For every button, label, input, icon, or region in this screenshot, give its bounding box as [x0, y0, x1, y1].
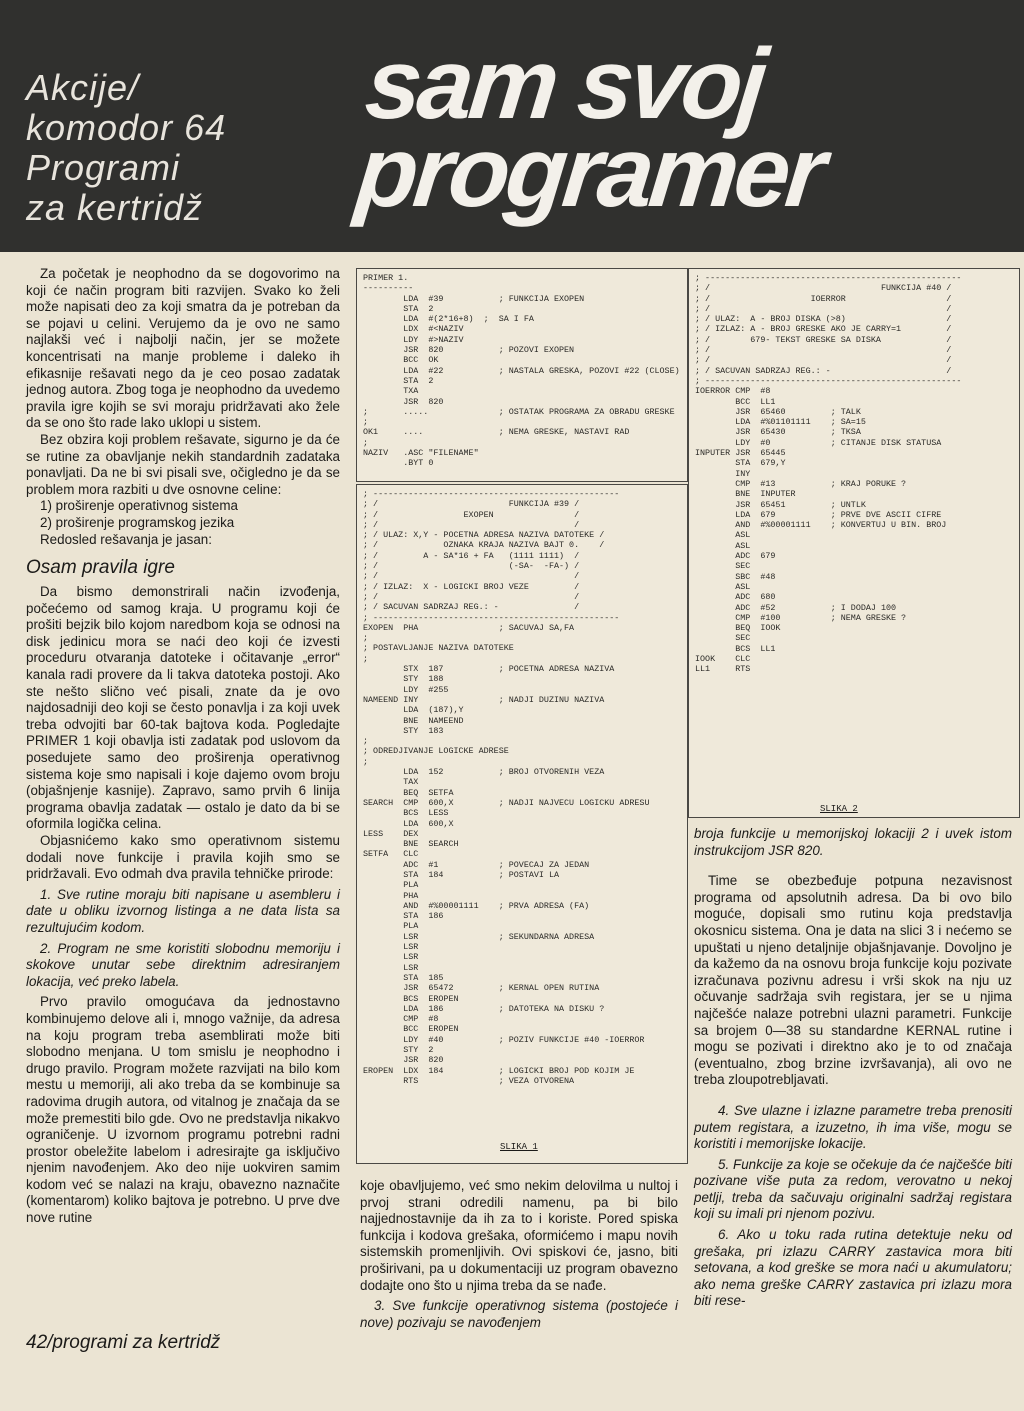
paragraph: Prvo pravilo omogućava da jednostavno kombinujemo delove ali i, mnogo važnije, da adresa na koju program treba asemblirati može biti slobodno menjana. U tom smislu je neophodno i drugo pravilo. Program možete razvijati na bilo kom mestu u memoriji, ali ako treba da se kombinuje sa radovima drugih autora, od vitalnog je značaja da se može premestiti bilo gde. Ovo ne predstavlja nikakvo ograničenje. U izvornom programu potrebni radni prostor obeležite labelom i adresirajte ga isključivo njenim navođenjem. Ako deo nije uokviren samim kodom već se nalazi na kraju, obavezno naznačite (komentarom) koliko bajtova je potrebno. U prve dve nove rutine: [26, 994, 340, 1226]
figure-caption: SLIKA 1: [500, 1142, 538, 1152]
paragraph: Da bismo demonstrirali način izvođenja, počećemo od samog kraja. U programu koji će prošiti bejzik bilo kojom naredbom koja se odnosi na disk jedinicu mora se naći deo koji će izvesti proceduru otvaranja datoteke i očitavanje „error“ kanala radi provere da li takva datoteka postoji. Ako ste nešto slično već pisali, znate da je ovo najdosadniji deo koji se često ponavlja i za koji uvek treba odvojiti bar 60-tak bajtova koda. Pogledajte PRIMER 1 koji obavlja isti zadatak pod uslovom da posedujete samo deo proširenja operativnog sistema koje smo napisali i koje dajemo ovom broju (objašnjenje kasnije). Zapravo, samo prvih 6 linija programa obavlja zadatak — ostalo je dato da bi se oformila logička celina.: [26, 584, 340, 832]
paragraph: koje obavljujemo, već smo nekim delovilma u nultoj i prvoj strani odredili namenu, pa bi bilo najjednostavnije da ih za to i koriste. Pored spiska funkcija i kodova grešaka, oformićemo i mapu novih sistemskih promenljivih. Ovi spiskovi će, jasno, biti proširivani, pa u dokumentaciji uz program obavezno dodajte ono što u njima treba da se nađe.: [360, 1178, 678, 1293]
section-label-line: za kertridž: [26, 187, 204, 228]
paragraph-continuation: broja funkcije u memorijskoj lokaciji 2 i uvek istom instrukcijom JSR 820.: [694, 826, 1012, 858]
header-band: [0, 0, 1024, 252]
subheading: Osam pravila igre: [26, 557, 175, 579]
figure-caption: SLIKA 2: [820, 804, 858, 814]
code-text: ; --------------------------------------------------- ; / FUNKCIJA #40 / ; / IOERROR / ; / / ; / ULAZ: A - BROJ DISKA (>8) / ; / IZLAZ: A - BROJ GRESKE AKO JE CARRY=1 / ; / 679- TEKST GRESKE SA DISKA / ; / / ; / / ; / SACUVAN SADRZAJ REG.: - / ; --------------------------------------------------- IOERROR CMP #8 BCC LL1 JSR 65460 ; TALK LDA #%01101111 ; SA=15 JSR 65430 ; TKSA LDY #0 ; CITANJE DISK STATUSA INPUTER JSR 65445 STA 679,Y INY CMP #13 ; KRAJ PORUKE ? BNE INPUTER JSR 65451 ; UNTLK LDA 679 ; PRVE DVE ASCII CIFRE AND #%00001111 ; KONVERTUJ U BIN. BROJ ASL ASL ADC 679 SEC SBC #48 ASL ADC 680 ADC #52 ; I DODAJ 100 CMP #100 ; NEMA GRESKE ? BEQ IOOK SEC BCS LL1 IOOK CLC LL1 RTS: [695, 273, 962, 675]
rule-paragraph: 2. Program ne sme koristiti slobodnu memoriju i skokove unutar sebe direktnim adresiranjem lokacija, već preko labela.: [26, 940, 340, 989]
code-text: ; ------------------------------------------------- ; / FUNKCIJA #39 / ; / EXOPEN / ; / / ; / ULAZ: X,Y - POCETNA ADRESA NAZIVA DATOTEKE / ; / OZNAKA KRAJA NAZIVA BAJT 0. / ; / A - SA*16 + FA (1111 1111) / ; / (-SA- -FA-) / ; / / ; / IZLAZ: X - LOGICKI BROJ VEZE / ; / / ; / SACUVAN SADRZAJ REG.: - / ; ------------------------------------------------- EXOPEN PHA ; SACUVAJ SA,FA ; ; POSTAVLJANJE NAZIVA DATOTEKE ; STX 187 ; POCETNA ADRESA NAZIVA STY 188 LDY #255 NAMEEND INY ; NADJI DUZINU NAZIVA LDA (187),Y BNE NAMEEND STY 183 ; ; ODREDJIVANJE LOGICKE ADRESE ; LDA 152 ; BROJ OTVORENIH VEZA TAX BEQ SETFA SEARCH CMP 600,X ; NADJI NAJVECU LOGICKU ADRESU BCS LESS LDA 600,X LESS DEX BNE SEARCH SETFA CLC ADC #1 ; POVECAJ ZA JEDAN STA 184 ; POSTAVI LA PLA PHA AND #%00001111 ; PRVA ADRESA (FA) STA 186 PLA LSR ; SEKUNDARNA ADRESA LSR LSR LSR STA 185 JSR 65472 ; KERNAL OPEN RUTINA BCS EROPEN LDA 186 ; DATOTEKA NA DISKU ? CMP #8 BCC EROPEN LDY #40 ; POZIV FUNKCIJE #40 -IOERROR STY 2 JSR 820 EROPEN LDX 184 ; LOGICKI BROJ POD KOJIM JE RTS ; VEZA OTVORENA: [363, 489, 650, 1086]
paragraph: Bez obzira koji problem rešavate, sigurno je da će se rutine za obavljanje nekih standardnih zadataka ponavljati. Da ne bi svi pisali sve, očigledno je da se problem mora razbiti u dve osnovne celine:: [26, 431, 340, 497]
list-item: 1) proširenje operativnog sistema: [40, 498, 238, 514]
article-title-line: sam svoj: [360, 28, 769, 140]
code-text: PRIMER 1. ---------- LDA #39 ; FUNKCIJA EXOPEN STA 2 LDA #(2*16+8) ; SA I FA LDX #<NAZIV LDY #>NAZIV JSR 820 ; POZOVI EXOPEN BCC OK LDA #22 ; NASTALA GRESKA, POZOVI #22 (CLOSE) STA 2 TXA JSR 820 ; ..... ; OSTATAK PROGRAMA ZA OBRADU GRESKE ; OK1 .... ; NEMA GRESKE, NASTAVI RAD ; NAZIV .ASC "FILENAME" .BYT 0: [363, 273, 680, 469]
rule-paragraph: 1. Sve rutine moraju biti napisane u asembleru i date u obliku izvornog listinga a ne data lista sa rezultujućim kodom.: [26, 886, 340, 935]
section-label-line: Programi: [26, 147, 181, 188]
rule-paragraph: 3. Sve funkcije operativnog sistema (postojeće i nove) pozivaju se navođenjem: [360, 1298, 678, 1330]
paragraph: Time se obezbeđuje potpuna nezavisnost programa od apsolutnih adresa. Da bi ovo bilo moguće, dopisali smo rutinu koja predstavlja okosnicu sistema. Ona je data na slici 3 i nećemo se upuštati u njeno detaljnije objašnjavanje. Dovoljno je da kažemo da na osnovu broja funkcije koju pozivate izračunava pozivnu adresu i vrši skok na nju uz očuvanje sadržaja svih registara, jer se u njima najčešće nalaze potrebni ulazni parametri. Funkcije sa brojem 0—38 su standardne KERNAL rutine i mogu se pozivati i direktno ako je to od značaja (eventualno, zbog brzine izvršavanja), ali ovo ne treba zloupotrebljavati.: [694, 873, 1012, 1088]
right-column: [694, 826, 1012, 1310]
rule-paragraph: 6. Ako u toku rada rutina detektuje neku od grešaka, pri izlazu CARRY zastavica mora biti setovana, a kod greške se mora naći u akumulatoru; ako nema greške CARRY zastavica pri izlazu mora biti rese-: [694, 1227, 1012, 1309]
section-label: [26, 68, 326, 228]
article-title: [351, 28, 1011, 228]
list-item: 2) proširenje programskog jezika: [40, 514, 235, 530]
middle-column: [360, 1178, 678, 1331]
section-label-line: komodor 64: [26, 107, 227, 148]
article-title-line: programer: [351, 116, 828, 228]
section-label-line: Akcije/: [26, 67, 140, 108]
paragraph: Redosled rešavanja je jasan:: [40, 531, 212, 547]
page-footer: 42/programi za kertridž: [26, 1332, 221, 1353]
left-column: [26, 266, 340, 1227]
code-listing-exopen: [356, 484, 688, 1164]
paragraph: Objasnićemo kako smo operativnom sistemu dodali nove funkcije i pravila kojih smo se pridržavali. Evo odmah dva pravila tehničke prirode:: [26, 833, 340, 882]
list: [26, 498, 340, 531]
rule-paragraph: 5. Funkcije za koje se očekuje da će najčešće biti pozivane više puta za redom, verovatno u nekoj petlji, treba da sačuvaju originalni sadržaj registara koji su imali pri njenom pozivu.: [694, 1156, 1012, 1222]
rule-paragraph: 4. Sve ulazne i izlazne parametre treba prenositi putem registara, a izuzetno, ih ima više, mogu se koristiti i memorijske lokacije.: [694, 1102, 1012, 1152]
code-listing-ioerror: [688, 268, 1020, 818]
paragraph: Za početak je neophodno da se dogovorimo na koji će način program biti razvijen. Svako ko želi može napisati deo za koji smatra da je potreban da se pojavi u celini. Verujemo da je ovo ne samo najlakši već i najbolji način, jer se možete koncentrisati na manje probleme i daleko ih efikasnije rešavati nego da je ceo posao zadatak jednog autora. Zbog toga je neophodno da uvedemo pravila igre kojih se svi moraju pridržavati ako žele da se ono što rade lako uklopi u sistem.: [26, 266, 340, 431]
code-listing-primer: [356, 268, 688, 482]
